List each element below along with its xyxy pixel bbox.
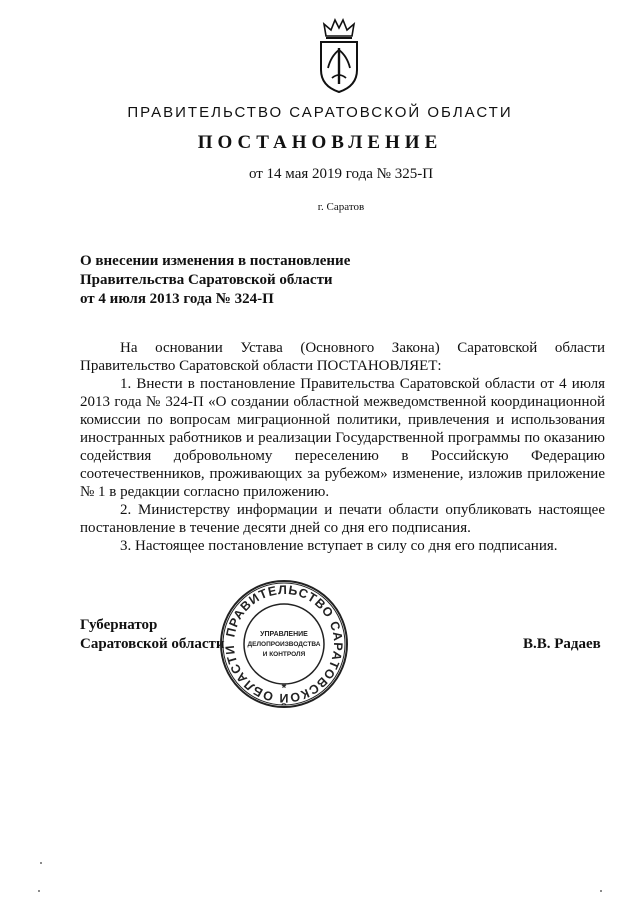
scan-speck (600, 890, 602, 892)
coat-of-arms-icon (316, 18, 362, 94)
subject-line: Правительства Саратовской области (80, 272, 333, 288)
stamp-center-text: ДЕЛОПРОИЗВОДСТВА (247, 641, 321, 648)
subject-line: от 4 июля 2013 года № 324-П (80, 291, 274, 307)
stamp-star: * (281, 681, 287, 695)
scan-speck (40, 862, 42, 864)
issue-city: г. Саратов (317, 201, 365, 213)
stamp-center-text: УПРАВЛЕНИЕ (260, 631, 308, 638)
signatory-position (80, 616, 225, 654)
signatory-position-line: Губернатор (80, 617, 158, 633)
official-stamp (218, 578, 350, 710)
signatory-name: В.В. Радаев (523, 636, 601, 652)
government-name: ПРАВИТЕЛЬСТВО САРАТОВСКОЙ ОБЛАСТИ (127, 104, 513, 121)
decree-date-number: от 14 мая 2019 года № 325-П (248, 166, 434, 182)
document-type-title: ПОСТАНОВЛЕНИЕ (197, 132, 443, 153)
decree-body (80, 339, 605, 555)
scan-speck (38, 890, 40, 892)
body-paragraph: 2. Министерству информации и печати области опубликовать настоящее постановление в течение десяти дней со дня его подписания. (80, 502, 605, 536)
signatory-position-line: Саратовской области (80, 636, 225, 652)
decree-subject (80, 252, 350, 309)
body-paragraph: 3. Настоящее постановление вступает в силу со дня его подписания. (120, 538, 558, 554)
stamp-center-text: И КОНТРОЛЯ (262, 651, 306, 658)
stamp-ring-text: ПРАВИТЕЛЬСТВО САРАТОВСКОЙ ОБЛАСТИ (222, 582, 346, 706)
body-paragraph: На основании Устава (Основного Закона) Саратовской области Правительство Саратовской области ПОСТАНОВЛЯЕТ: (80, 340, 605, 374)
body-paragraph: 1. Внести в постановление Правительства Саратовской области от 4 июля 2013 года № 324-П «О создании областной межведомственной координационной комиссии по вопросам миграционной политики, привлечения и использования иностранных работников и реализации Государственной программы по оказанию содействия добровольному переселению в Российскую Федерацию соотечественников, проживающих за рубежом» изменение, изложив приложение № 1 в редакции согласно приложению. (80, 376, 605, 500)
subject-line: О внесении изменения в постановление (80, 253, 351, 269)
